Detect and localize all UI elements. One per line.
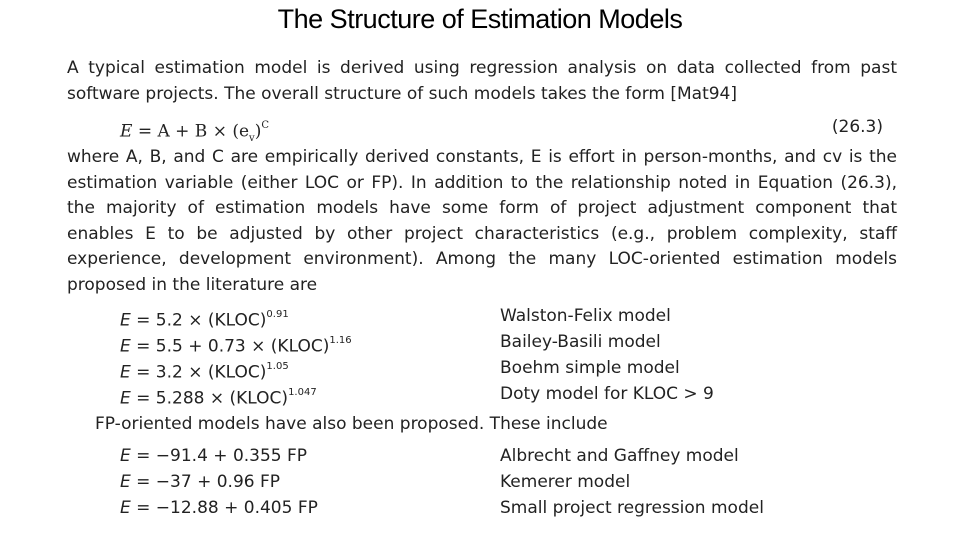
model-name: Albrecht and Gaffney model — [500, 445, 739, 466]
document-body — [67, 56, 897, 522]
model-formula: E = 5.288 × (KLOC)$^{1.047}$ — [120, 387, 317, 409]
model-name: Boehm simple model — [500, 358, 680, 378]
intro-paragraph: A typical estimation model is derived using regression analysis on data collected from past software projects. The overall structure of such models takes the form [Mat94] — [67, 58, 897, 104]
fp-model-row — [67, 496, 897, 522]
loc-model-row — [67, 330, 897, 356]
general-equation — [67, 111, 897, 145]
model-formula: E = 5.2 × (KLOC)$^{0.91}$ — [120, 309, 289, 331]
equation-number: (26.3) — [831, 117, 883, 137]
model-name: Small project regression model — [500, 497, 764, 518]
loc-model-row — [67, 356, 897, 382]
model-formula: E = 3.2 × (KLOC)$^{1.05}$ — [120, 361, 289, 383]
model-name: Kemerer model — [500, 471, 631, 492]
fp-model-row — [67, 470, 897, 496]
explanation-paragraph: where A, B, and C are empirically derived constants, E is effort in person-months, and cv is the estimation variable (either LOC or FP). In addition to the relationship noted in Equation (26.3), the majority of estimation models have some form of project adjustment component that enables E to be adjusted by other project characteristics (e.g., problem complexity, staff experience, development environment). Among the many LOC-oriented estimation models proposed in the literature are — [67, 147, 897, 295]
model-name: Bailey-Basili model — [500, 332, 661, 352]
model-formula: E = −12.88 + 0.405 FP — [120, 497, 318, 518]
model-formula: E = 5.5 + 0.73 × (KLOC)$^{1.16}$ — [120, 335, 352, 357]
model-name: Walston-Felix model — [500, 306, 671, 326]
slide-title: The Structure of Estimation Models — [277, 4, 683, 34]
loc-model-row — [67, 304, 897, 330]
fp-intro-text: FP-oriented models have also been proposed. These include — [95, 414, 608, 434]
model-name: Doty model for KLOC > 9 — [500, 384, 714, 404]
loc-model-row — [67, 382, 897, 408]
fp-model-row — [67, 444, 897, 470]
model-formula: E = −37 + 0.96 FP — [120, 471, 281, 492]
equation-formula: $E = A + B \times (e_v)^C$ — [120, 120, 269, 145]
loc-model-list — [67, 304, 897, 408]
model-formula: E = −91.4 + 0.355 FP — [120, 445, 308, 466]
fp-model-list — [67, 444, 897, 522]
